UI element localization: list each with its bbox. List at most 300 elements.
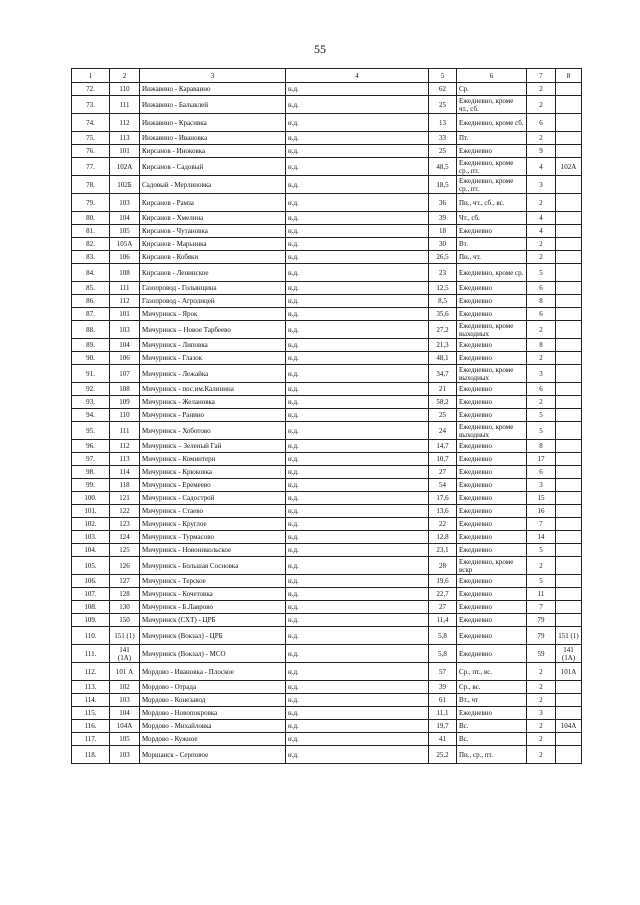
- route-note: [556, 422, 582, 440]
- table-row: [72, 238, 582, 251]
- route-length: 25: [429, 409, 457, 422]
- route-name: Мичуринск – Зеленый Гай: [140, 440, 286, 453]
- trip-count: 4: [527, 212, 556, 225]
- route-note: [556, 492, 582, 505]
- row-number: 91.: [72, 365, 110, 383]
- route-number: 103: [110, 194, 140, 212]
- trip-count: 2: [527, 251, 556, 264]
- route-type: н.д.: [286, 83, 429, 96]
- route-name: Кирсанов - Ленинское: [140, 264, 286, 282]
- table-row: [72, 707, 582, 720]
- route-length: 26,5: [429, 251, 457, 264]
- route-name: Мичуринск - Кочетовка: [140, 588, 286, 601]
- route-length: 18: [429, 225, 457, 238]
- route-note: [556, 295, 582, 308]
- route-name: Мордово - Конезавод: [140, 694, 286, 707]
- trip-count: 2: [527, 663, 556, 681]
- trip-count: 14: [527, 531, 556, 544]
- table-row: [72, 492, 582, 505]
- route-number: 113: [110, 453, 140, 466]
- row-number: 76.: [72, 145, 110, 158]
- route-name: Мичуринск - Ранино: [140, 409, 286, 422]
- trip-count: 2: [527, 238, 556, 251]
- schedule-days: Ср., вс.: [457, 681, 527, 694]
- table-body: [72, 83, 582, 764]
- route-number: 150: [110, 614, 140, 627]
- trip-count: 7: [527, 601, 556, 614]
- schedule-days: Ежедневно: [457, 383, 527, 396]
- route-length: 5,8: [429, 627, 457, 645]
- route-number: 128: [110, 588, 140, 601]
- route-length: 30: [429, 238, 457, 251]
- route-name: Садовый - Мерлиновка: [140, 176, 286, 194]
- route-name: Мичуринск - Садострой: [140, 492, 286, 505]
- route-length: 25: [429, 145, 457, 158]
- row-number: 117.: [72, 733, 110, 746]
- route-type: н.д.: [286, 365, 429, 383]
- route-name: Мичуринск - Стаево: [140, 505, 286, 518]
- route-type: н.д.: [286, 707, 429, 720]
- row-number: 103.: [72, 531, 110, 544]
- route-type: н.д.: [286, 238, 429, 251]
- route-note: [556, 440, 582, 453]
- route-type: н.д.: [286, 663, 429, 681]
- route-number: 121: [110, 492, 140, 505]
- route-name: Мордово - Ивановка - Плоское: [140, 663, 286, 681]
- route-number: 114: [110, 466, 140, 479]
- route-length: 34,7: [429, 365, 457, 383]
- table-row: [72, 83, 582, 96]
- route-number: 141 (1А): [110, 645, 140, 663]
- route-note: [556, 707, 582, 720]
- table-row: [72, 531, 582, 544]
- trip-count: 2: [527, 694, 556, 707]
- route-type: н.д.: [286, 720, 429, 733]
- route-type: н.д.: [286, 557, 429, 575]
- row-number: 114.: [72, 694, 110, 707]
- row-number: 85.: [72, 282, 110, 295]
- route-name: Мичуринск - Еремеево: [140, 479, 286, 492]
- schedule-days: Ежедневно, кроме ср., пт.: [457, 158, 527, 176]
- schedule-days: Ежедневно, кроме ср., пт.: [457, 176, 527, 194]
- table-row: [72, 176, 582, 194]
- schedule-days: Ср., пт., вс.: [457, 663, 527, 681]
- route-type: н.д.: [286, 479, 429, 492]
- schedule-days: Ежедневно: [457, 614, 527, 627]
- route-note: 141 (1А): [556, 645, 582, 663]
- route-length: 17,6: [429, 492, 457, 505]
- schedule-days: Ежедневно: [457, 518, 527, 531]
- route-type: н.д.: [286, 251, 429, 264]
- row-number: 109.: [72, 614, 110, 627]
- trip-count: 5: [527, 264, 556, 282]
- route-type: н.д.: [286, 681, 429, 694]
- trip-count: 2: [527, 352, 556, 365]
- route-name: Мичуринск (Вокзал) - МСО: [140, 645, 286, 663]
- route-type: н.д.: [286, 733, 429, 746]
- table-row: [72, 505, 582, 518]
- table-row: [72, 282, 582, 295]
- trip-count: 2: [527, 733, 556, 746]
- route-name: Мичуринск - Лежайка: [140, 365, 286, 383]
- table-row: [72, 396, 582, 409]
- row-number: 86.: [72, 295, 110, 308]
- trip-count: 79: [527, 614, 556, 627]
- table-row: [72, 544, 582, 557]
- route-type: н.д.: [286, 212, 429, 225]
- column-header: 1: [72, 69, 110, 83]
- trip-count: 2: [527, 132, 556, 145]
- row-number: 111.: [72, 645, 110, 663]
- table-row: [72, 251, 582, 264]
- route-note: [556, 396, 582, 409]
- schedule-days: Ежедневно: [457, 531, 527, 544]
- route-type: н.д.: [286, 453, 429, 466]
- schedule-days: Ежедневно, кроме ср.: [457, 264, 527, 282]
- route-name: Моршанск - Серповое: [140, 746, 286, 764]
- row-number: 74.: [72, 114, 110, 132]
- table-row: [72, 575, 582, 588]
- route-name: Инжавино - Красивка: [140, 114, 286, 132]
- route-name: Мичуринск - Круглое: [140, 518, 286, 531]
- column-header: 4: [286, 69, 429, 83]
- row-number: 116.: [72, 720, 110, 733]
- route-name: Кирсанов - Кобяки: [140, 251, 286, 264]
- table-row: [72, 212, 582, 225]
- column-header: 8: [556, 69, 582, 83]
- schedule-days: Пт.: [457, 132, 527, 145]
- trip-count: 6: [527, 282, 556, 295]
- trip-count: 2: [527, 321, 556, 339]
- row-number: 104.: [72, 544, 110, 557]
- route-type: н.д.: [286, 225, 429, 238]
- route-name: Мичуринск - Желановка: [140, 396, 286, 409]
- schedule-days: Пн., ср., пт.: [457, 746, 527, 764]
- route-note: [556, 453, 582, 466]
- row-number: 75.: [72, 132, 110, 145]
- route-note: [556, 746, 582, 764]
- route-type: н.д.: [286, 264, 429, 282]
- route-name: Мичуринск (СХТ) - ЦРБ: [140, 614, 286, 627]
- table-row: [72, 479, 582, 492]
- route-name: Мичуринск - Б.Лаврово: [140, 601, 286, 614]
- route-length: 41: [429, 733, 457, 746]
- row-number: 81.: [72, 225, 110, 238]
- route-length: 39: [429, 681, 457, 694]
- route-length: 22,7: [429, 588, 457, 601]
- route-type: н.д.: [286, 505, 429, 518]
- trip-count: 5: [527, 409, 556, 422]
- table-row: [72, 588, 582, 601]
- route-number: 104А: [110, 720, 140, 733]
- route-type: н.д.: [286, 96, 429, 114]
- route-number: 101 А: [110, 663, 140, 681]
- table-row: [72, 422, 582, 440]
- row-number: 118.: [72, 746, 110, 764]
- page-number: 55: [314, 42, 326, 56]
- row-number: 88.: [72, 321, 110, 339]
- route-number: 110: [110, 409, 140, 422]
- route-length: 19,7: [429, 720, 457, 733]
- route-name: Мичуринск - Ярок: [140, 308, 286, 321]
- route-type: н.д.: [286, 575, 429, 588]
- route-number: 108: [110, 264, 140, 282]
- route-number: 103: [110, 746, 140, 764]
- table-row: [72, 383, 582, 396]
- route-name: Мичуринск - Липовка: [140, 339, 286, 352]
- route-note: [556, 383, 582, 396]
- trip-count: 7: [527, 518, 556, 531]
- route-length: 13: [429, 114, 457, 132]
- schedule-days: Ежедневно, кроме вскр: [457, 557, 527, 575]
- row-number: 80.: [72, 212, 110, 225]
- route-length: 57: [429, 663, 457, 681]
- row-number: 97.: [72, 453, 110, 466]
- route-name: Мичуринск (Вокзал) - ЦРБ: [140, 627, 286, 645]
- row-number: 87.: [72, 308, 110, 321]
- route-number: 104: [110, 339, 140, 352]
- table-row: [72, 264, 582, 282]
- table-row: [72, 518, 582, 531]
- table-row: [72, 645, 582, 663]
- route-number: 111: [110, 282, 140, 295]
- table-row: [72, 557, 582, 575]
- trip-count: 3: [527, 176, 556, 194]
- schedule-days: Ежедневно: [457, 479, 527, 492]
- route-name: Инжавино - Балыклей: [140, 96, 286, 114]
- route-note: [556, 518, 582, 531]
- route-type: н.д.: [286, 422, 429, 440]
- schedule-days: Ежедневно: [457, 505, 527, 518]
- trip-count: 2: [527, 194, 556, 212]
- trip-count: 2: [527, 557, 556, 575]
- row-number: 78.: [72, 176, 110, 194]
- route-type: н.д.: [286, 396, 429, 409]
- trip-count: 79: [527, 627, 556, 645]
- route-number: 107: [110, 365, 140, 383]
- route-length: 23: [429, 264, 457, 282]
- trip-count: 8: [527, 440, 556, 453]
- row-number: 113.: [72, 681, 110, 694]
- route-length: 19,6: [429, 575, 457, 588]
- trip-count: 5: [527, 544, 556, 557]
- trip-count: 3: [527, 479, 556, 492]
- schedule-days: Ежедневно: [457, 225, 527, 238]
- route-length: 27,2: [429, 321, 457, 339]
- table-row: [72, 308, 582, 321]
- schedule-days: Ежедневно, кроме сб.: [457, 114, 527, 132]
- row-number: 89.: [72, 339, 110, 352]
- route-type: н.д.: [286, 339, 429, 352]
- route-note: [556, 321, 582, 339]
- schedule-days: Ежедневно, кроме выходных: [457, 365, 527, 383]
- route-number: 105: [110, 225, 140, 238]
- route-number: 122: [110, 505, 140, 518]
- route-name: Инжавино - Ивановка: [140, 132, 286, 145]
- schedule-days: Ежедневно: [457, 466, 527, 479]
- route-number: 102А: [110, 158, 140, 176]
- schedule-days: Вт., чт: [457, 694, 527, 707]
- table-row: [72, 295, 582, 308]
- route-length: 22: [429, 518, 457, 531]
- column-header: 5: [429, 69, 457, 83]
- route-number: 112: [110, 440, 140, 453]
- table-row: [72, 194, 582, 212]
- route-table: [71, 68, 582, 764]
- row-number: 99.: [72, 479, 110, 492]
- table-row: [72, 746, 582, 764]
- table-row: [72, 720, 582, 733]
- schedule-days: Ежедневно: [457, 601, 527, 614]
- schedule-days: Пн., чт.: [457, 251, 527, 264]
- route-length: 36: [429, 194, 457, 212]
- schedule-days: Ежедневно, кроме выходных: [457, 321, 527, 339]
- schedule-days: Вс.: [457, 720, 527, 733]
- route-name: Мичуринск - Большая Сосновка: [140, 557, 286, 575]
- route-type: н.д.: [286, 746, 429, 764]
- route-name: Мичуринск - Крюковка: [140, 466, 286, 479]
- column-header: 6: [457, 69, 527, 83]
- route-name: Мордово - Отрада: [140, 681, 286, 694]
- row-number: 95.: [72, 422, 110, 440]
- route-length: 12,5: [429, 282, 457, 295]
- route-note: [556, 531, 582, 544]
- route-note: [556, 308, 582, 321]
- route-length: 25,2: [429, 746, 457, 764]
- route-length: 39: [429, 212, 457, 225]
- table-row: [72, 158, 582, 176]
- route-type: н.д.: [286, 145, 429, 158]
- route-name: Мичуринск - Новоникольское: [140, 544, 286, 557]
- route-length: 11,4: [429, 614, 457, 627]
- row-number: 105.: [72, 557, 110, 575]
- route-number: 123: [110, 518, 140, 531]
- route-note: [556, 614, 582, 627]
- route-name: Инжавино - Караваино: [140, 83, 286, 96]
- table-row: [72, 145, 582, 158]
- row-number: 73.: [72, 96, 110, 114]
- schedule-days: Ежедневно: [457, 308, 527, 321]
- trip-count: 8: [527, 339, 556, 352]
- route-number: 108: [110, 383, 140, 396]
- row-number: 106.: [72, 575, 110, 588]
- schedule-days: Ежедневно, кроме чт., сб.: [457, 96, 527, 114]
- row-number: 82.: [72, 238, 110, 251]
- route-name: Кирсанов - Хмелина: [140, 212, 286, 225]
- route-type: н.д.: [286, 308, 429, 321]
- route-note: 151 (1): [556, 627, 582, 645]
- route-number: 102Б: [110, 176, 140, 194]
- route-number: 112: [110, 114, 140, 132]
- row-number: 83.: [72, 251, 110, 264]
- row-number: 115.: [72, 707, 110, 720]
- route-name: Кирсанов - Марьинка: [140, 238, 286, 251]
- route-length: 33: [429, 132, 457, 145]
- route-type: н.д.: [286, 282, 429, 295]
- route-note: [556, 264, 582, 282]
- route-length: 5,8: [429, 645, 457, 663]
- route-name: Мичуринск - пос.им.Калинина: [140, 383, 286, 396]
- route-number: 111: [110, 422, 140, 440]
- table-row: [72, 365, 582, 383]
- route-note: 104А: [556, 720, 582, 733]
- schedule-days: Ежедневно: [457, 453, 527, 466]
- schedule-days: Ежедневно: [457, 627, 527, 645]
- route-note: [556, 251, 582, 264]
- schedule-days: Вс.: [457, 733, 527, 746]
- route-name: Газопровод - Голынщина: [140, 282, 286, 295]
- route-note: [556, 145, 582, 158]
- route-type: н.д.: [286, 194, 429, 212]
- route-note: [556, 114, 582, 132]
- schedule-days: Ежедневно: [457, 575, 527, 588]
- trip-count: 6: [527, 114, 556, 132]
- trip-count: 2: [527, 83, 556, 96]
- route-note: [556, 601, 582, 614]
- schedule-days: Ежедневно: [457, 492, 527, 505]
- route-note: [556, 282, 582, 295]
- route-note: [556, 733, 582, 746]
- schedule-days: Ежедневно: [457, 339, 527, 352]
- column-header: 2: [110, 69, 140, 83]
- row-number: 96.: [72, 440, 110, 453]
- table-row: [72, 409, 582, 422]
- route-number: 101: [110, 145, 140, 158]
- route-number: 151 (1): [110, 627, 140, 645]
- schedule-days: Ежедневно: [457, 282, 527, 295]
- route-type: н.д.: [286, 601, 429, 614]
- route-length: 10,7: [429, 453, 457, 466]
- row-number: 79.: [72, 194, 110, 212]
- schedule-days: Ежедневно: [457, 145, 527, 158]
- route-length: 25: [429, 96, 457, 114]
- column-header: 3: [140, 69, 286, 83]
- trip-count: 2: [527, 746, 556, 764]
- route-length: 11,1: [429, 707, 457, 720]
- row-number: 94.: [72, 409, 110, 422]
- route-name: Кирсанов - Садовый: [140, 158, 286, 176]
- trip-count: 6: [527, 466, 556, 479]
- route-number: 112: [110, 295, 140, 308]
- row-number: 101.: [72, 505, 110, 518]
- table-row: [72, 96, 582, 114]
- route-name: Кирсанов - Иноковка: [140, 145, 286, 158]
- route-length: 27: [429, 466, 457, 479]
- route-number: 111: [110, 96, 140, 114]
- route-length: 27: [429, 601, 457, 614]
- route-name: Мичуринск – Новое Тарбеево: [140, 321, 286, 339]
- route-length: 14,7: [429, 440, 457, 453]
- route-type: н.д.: [286, 158, 429, 176]
- route-name: Газопровод - Агролицей: [140, 295, 286, 308]
- trip-count: 6: [527, 383, 556, 396]
- table-row: [72, 694, 582, 707]
- route-name: Мордово - Кужное: [140, 733, 286, 746]
- trip-count: 2: [527, 396, 556, 409]
- route-number: 126: [110, 557, 140, 575]
- schedule-days: Ежедневно: [457, 588, 527, 601]
- route-length: 8,5: [429, 295, 457, 308]
- route-number: 105: [110, 733, 140, 746]
- schedule-days: Ежедневно: [457, 409, 527, 422]
- route-note: [556, 544, 582, 557]
- route-name: Мичуринск - Коминтерн: [140, 453, 286, 466]
- route-number: 101: [110, 308, 140, 321]
- route-number: 127: [110, 575, 140, 588]
- route-type: н.д.: [286, 627, 429, 645]
- schedule-days: Ежедневно: [457, 645, 527, 663]
- schedule-days: Ежедневно: [457, 440, 527, 453]
